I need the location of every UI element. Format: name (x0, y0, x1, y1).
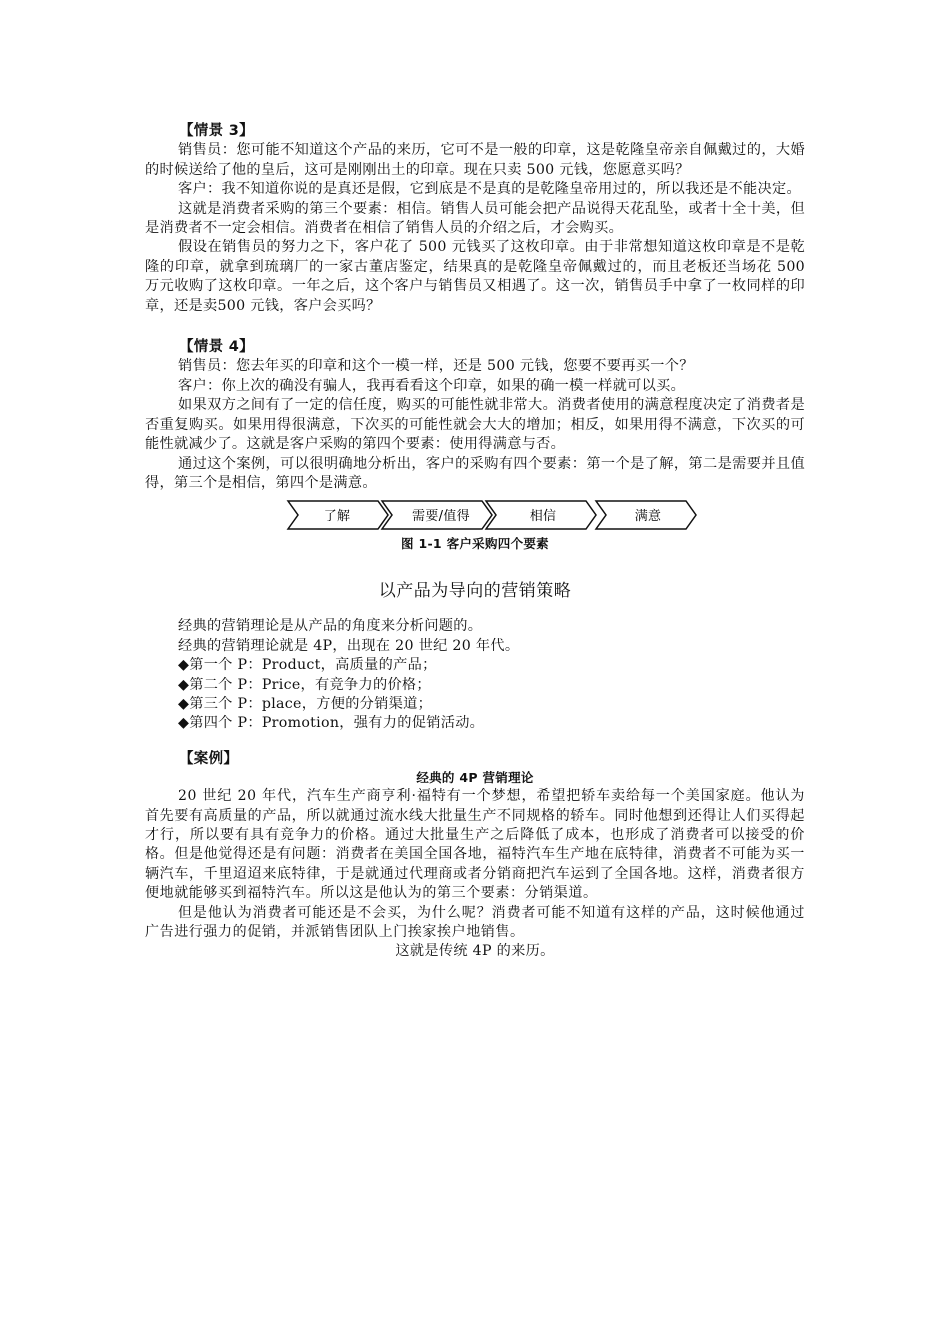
case-heading: 【案例】 (179, 750, 239, 767)
document-content (145, 122, 805, 962)
case-paragraph-2: 但是他认为消费者可能还是不会买，为什么呢？消费者可能不知道有这样的产品，这时候他通过广告进行强力的促销，并派销售团队上门挨家挨户地销售。 (145, 904, 805, 940)
scene4-heading: 【情景 4】 (179, 339, 254, 356)
scene3-paragraph-1: 销售员：您可能不知道这个产品的来历，它可不是一般的印章，这是乾隆皇帝亲自佩戴过的，大婚的时候送给了他的皇后，这可是刚刚出土的印章。现在只卖 500 元钱，您愿意买吗？ (145, 142, 805, 178)
step-label-4: 满意 (634, 509, 662, 525)
list-item: ◆第二个 P：Price，有竞争力的价格； (178, 676, 431, 693)
scene3-heading: 【情景 3】 (179, 123, 254, 139)
scene3-paragraph-2: 客户：我不知道你说的是真还是假，它到底是不是真的是乾隆皇帝用过的，所以我还是不能决定。 (178, 181, 801, 198)
figure-caption: 图 1-1 客户采购四个要素 (401, 536, 549, 552)
scene3-paragraph-3: 这就是消费者采购的第三个要素：相信。销售人员可能会把产品说得天花乱坠，或者十全十美，但是消费者不一定会相信。消费者在相信了销售人员的介绍之后，才会购买。 (145, 200, 805, 237)
purchase-elements-diagram (145, 497, 805, 533)
case-closing-line: 这就是传统 4P 的来历。 (395, 943, 555, 960)
list-item: ◆第三个 P：place，方便的分销渠道； (178, 695, 433, 712)
list-item: ◆第一个 P：Product，高质量的产品； (178, 657, 437, 674)
case-paragraph-1: 20 世纪 20 年代，汽车生产商亨利·福特有一个梦想，希望把轿车卖给每一个美国家庭。他认为首先要有高质量的产品，所以就通过流水线大批量生产不同规格的轿车。同时他想到还得让人们买得起才行，所以要有具有竞争力的价格。通过大批量生产之后降低了成本，也形成了消费者可以接受的价格。但是他觉得还是有问题：消费者在美国全国各地，福特汽车生产地在底特律，消费者不可能为买一辆汽车，千里迢迢来底特律，于是就通过代理商或者分销商把汽车运到了全国各地。这样，消费者很方便地就能够买到福特汽车。所以这是他认为的第三个要素：分销渠道。 (145, 788, 805, 902)
section-title: 以产品为导向的营销策略 (378, 581, 572, 602)
scene4-paragraph-1: 销售员：您去年买的印章和这个一模一样，还是 500 元钱，您要不要再买一个？ (178, 358, 694, 375)
scene3-paragraph-4: 假设在销售员的努力之下，客户花了 500 元钱买了这枚印章。由于非常想知道这枚印章是不是乾隆的印章，就拿到琉璃厂的一家古董店鉴定，结果真的是乾隆皇帝佩戴过的，而且老板还当场花 500 万元收购了这枚印章。一年之后，这个客户与销售员又相遇了。这一次，销售员手中拿了一枚同样的印章，还是卖500 元钱，客户会买吗？ (145, 239, 805, 314)
case-title: 经典的 4P 营销理论 (416, 770, 534, 786)
scene4-paragraph-3: 如果双方之间有了一定的信任度，购买的可能性就非常大。消费者使用的满意程度决定了消费者是否重复购买。如果用得很满意，下次买的可能性就会大大的增加；相反，如果用得不满意，下次买的可能性就减少了。这就是客户采购的第四个要素：使用得满意与否。 (145, 397, 805, 453)
step-label-2: 需要/值得 (412, 509, 470, 525)
section-paragraph-1: 经典的营销理论是从产品的角度来分析问题的。 (178, 618, 483, 635)
list-item: ◆第四个 P：Promotion，强有力的促销活动。 (178, 715, 485, 732)
step-label-1: 了解 (323, 509, 351, 525)
step-label-3: 相信 (529, 509, 557, 525)
section-paragraph-2: 经典的营销理论就是 4P，出现在 20 世纪 20 年代。 (178, 637, 520, 654)
scene4-paragraph-2: 客户：你上次的确没有骗人，我再看看这个印章，如果的确一模一样就可以买。 (178, 377, 686, 394)
arrow-chain (145, 497, 805, 533)
scene4-paragraph-4: 通过这个案例，可以很明确地分析出，客户的采购有四个要素：第一个是了解，第二是需要并且值得，第三个是相信，第四个是满意。 (145, 455, 805, 491)
